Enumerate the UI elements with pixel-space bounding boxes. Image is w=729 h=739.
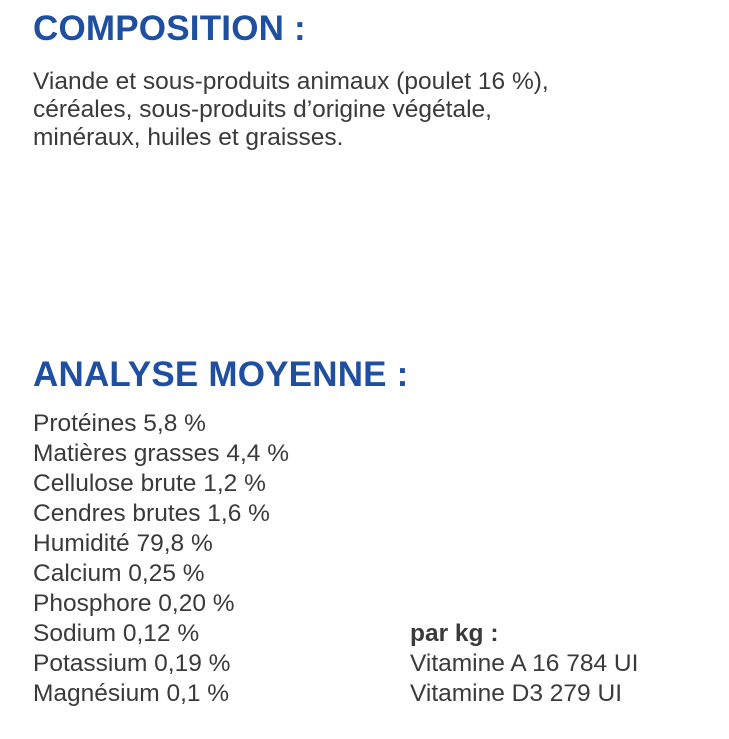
composition-line: minéraux, huiles et graisses. [33,124,344,151]
analysis-item-humidite: Humidité 79,8 % [33,530,213,557]
composition-line: Viande et sous-produits animaux (poulet 16 %), [33,68,549,95]
vitamin-d3: Vitamine D3 279 UI [410,680,622,707]
analysis-list [33,409,289,709]
analysis-item-phosphore: Phosphore 0,20 % [33,590,235,617]
composition-line: céréales, sous-produits d’origine végétale, [33,96,492,123]
composition-text [33,68,713,152]
analysis-item-potassium: Potassium 0,19 % [33,650,231,677]
analysis-item-proteines: Protéines 5,8 % [33,410,206,437]
analyse-heading: ANALYSE MOYENNE : [33,355,409,394]
vitamin-a: Vitamine A 16 784 UI [410,650,639,677]
analysis-item-sodium: Sodium 0,12 % [33,620,200,647]
vitamins-block [410,619,638,709]
analysis-item-matieres-grasses: Matières grasses 4,4 % [33,440,289,467]
analysis-item-calcium: Calcium 0,25 % [33,560,205,587]
analysis-item-cellulose: Cellulose brute 1,2 % [33,470,266,497]
analysis-item-cendres: Cendres brutes 1,6 % [33,500,270,527]
composition-heading: COMPOSITION : [33,9,306,48]
analysis-item-magnesium: Magnésium 0,1 % [33,680,230,707]
vitamins-title: par kg : [410,620,499,647]
